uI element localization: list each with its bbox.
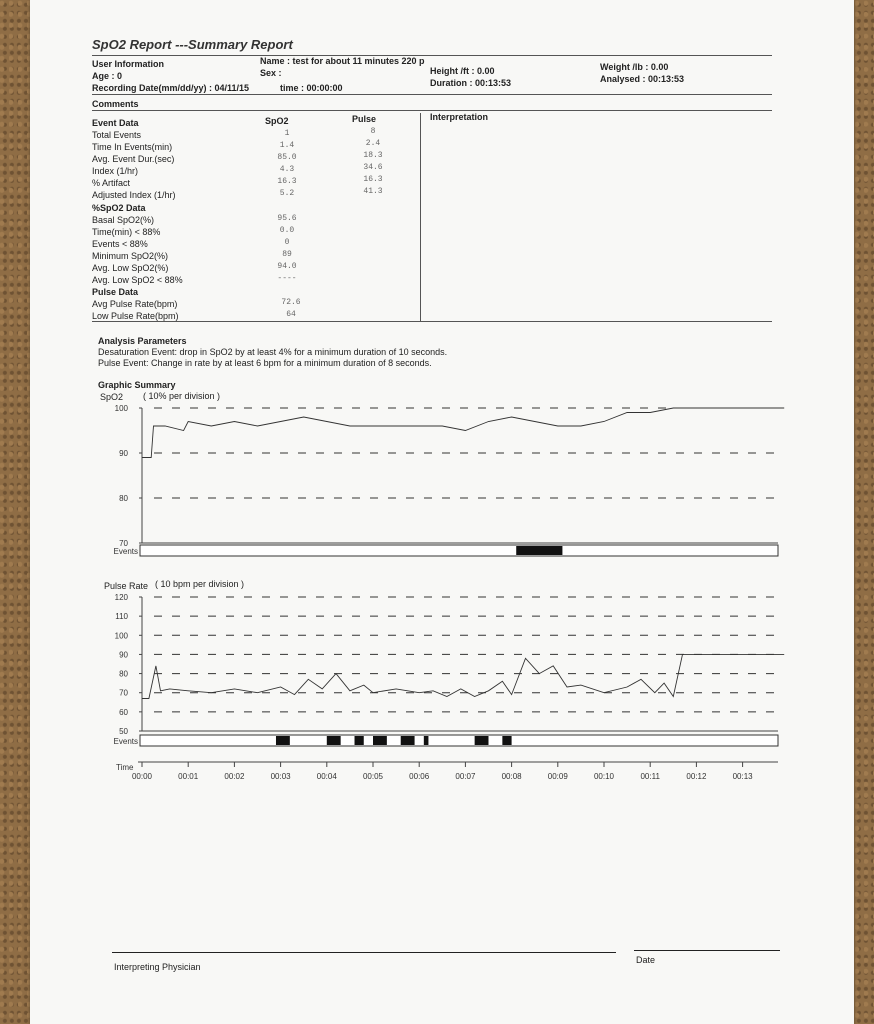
- row-spo2-value: 4.3: [279, 165, 295, 174]
- pulse-events-event-block: [355, 736, 364, 745]
- pulse-events-event-block: [327, 736, 341, 745]
- time-field: time : 00:00:00: [280, 83, 343, 93]
- pulse-tick-label: 60: [119, 707, 128, 717]
- pulse-chart: [115, 593, 785, 736]
- time-tick-label: 00:08: [501, 772, 522, 781]
- pulse-axis-label: Pulse Rate: [104, 581, 149, 591]
- row-label: Avg. Event Dur.(sec): [92, 154, 175, 164]
- row-value: 72.6: [281, 298, 301, 307]
- pulse-data-heading: Pulse Data: [92, 287, 139, 297]
- date-label: Date: [636, 955, 656, 965]
- pulse-tick-label: 90: [119, 650, 128, 660]
- spo2-data-heading: %SpO2 Data: [92, 203, 146, 213]
- row-spo2-value: 1: [284, 129, 290, 138]
- time-tick-label: 00:01: [178, 772, 199, 781]
- row-value: 64: [286, 310, 296, 319]
- time-tick-label: 00:12: [686, 772, 707, 781]
- user-info-label: User Information: [92, 59, 165, 69]
- analysed-field: Analysed : 00:13:53: [600, 74, 685, 84]
- time-tick-label: 00:04: [316, 772, 337, 781]
- time-tick-label: 00:13: [732, 772, 753, 781]
- spo2-tick-label: 70: [119, 539, 128, 548]
- row-spo2-value: 5.2: [279, 189, 295, 198]
- time-tick-label: 00:03: [270, 772, 291, 781]
- row-label: Total Events: [92, 130, 142, 140]
- spo2-events-frame: [140, 545, 778, 556]
- spo2-events-label: Events: [113, 547, 138, 556]
- row-label: Adjusted Index (1/hr): [92, 190, 176, 200]
- row-value: 0: [284, 238, 290, 247]
- row-label: Time In Events(min): [92, 142, 173, 152]
- pulse-event-param: Pulse Event: Change in rate by at least 6 bpm for a minimum duration of 8 seconds.: [98, 358, 432, 368]
- age-field: Age : 0: [92, 71, 123, 81]
- row-label: Minimum SpO2(%): [92, 251, 169, 261]
- row-pulse-value: 18.3: [363, 151, 383, 160]
- row-value: 89: [282, 250, 292, 259]
- date-signature-line: [634, 950, 780, 951]
- time-tick-label: 00:11: [640, 772, 660, 781]
- pulse-tick-label: 50: [119, 727, 128, 736]
- pulse-events-event-block: [424, 736, 429, 745]
- row-label: Index (1/hr): [92, 166, 139, 176]
- time-tick-label: 00:07: [455, 772, 476, 781]
- row-label: Low Pulse Rate(bpm): [92, 311, 179, 321]
- spo2-series-line: [142, 408, 784, 458]
- col-spo2-header: SpO2: [265, 116, 289, 126]
- spo2-axis-label: SpO2: [100, 392, 124, 402]
- event-data-heading: Event Data: [92, 118, 139, 128]
- time-tick-label: 00:00: [131, 772, 153, 781]
- recording-date-field: Recording Date(mm/dd/yy) : 04/11/15: [92, 83, 250, 93]
- pulse-division-label: ( 10 bpm per division ): [155, 579, 245, 589]
- row-value: ----: [277, 274, 297, 283]
- report-title: SpO2 Report ---Summary Report: [92, 37, 293, 52]
- pulse-events-event-block: [373, 736, 387, 745]
- row-spo2-value: 16.3: [277, 177, 297, 186]
- row-pulse-value: 2.4: [365, 139, 381, 148]
- row-spo2-value: 1.4: [279, 141, 295, 150]
- pulse-tick-label: 100: [114, 631, 128, 641]
- row-label: Time(min) < 88%: [92, 227, 161, 237]
- sex-field: Sex :: [260, 68, 282, 78]
- row-value: 94.0: [277, 262, 297, 271]
- pulse-events-label: Events: [113, 737, 138, 746]
- row-label: Events < 88%: [92, 239, 148, 249]
- time-tick-label: 00:05: [362, 772, 384, 781]
- pulse-tick-label: 110: [115, 612, 128, 622]
- time-tick-label: 00:09: [547, 772, 568, 781]
- duration-field: Duration : 00:13:53: [430, 78, 512, 88]
- row-label: Avg. Low SpO2(%): [92, 263, 169, 273]
- row-value: 95.6: [277, 214, 297, 223]
- time-tick-label: 00:06: [409, 772, 430, 781]
- comments-label: Comments: [92, 99, 139, 109]
- row-label: Avg. Low SpO2 < 88%: [92, 275, 183, 285]
- spo2-tick-label: 100: [114, 404, 128, 413]
- report-sheet: [30, 0, 854, 1024]
- row-label: Basal SpO2(%): [92, 215, 155, 225]
- physician-label: Interpreting Physician: [114, 962, 201, 972]
- pulse-events-event-block: [276, 736, 290, 745]
- row-pulse-value: 8: [370, 127, 376, 136]
- spo2-division-label: ( 10% per division ): [143, 391, 221, 401]
- weight-field: Weight /lb : 0.00: [600, 62, 669, 72]
- row-pulse-value: 41.3: [363, 187, 383, 196]
- row-pulse-value: 16.3: [363, 175, 383, 184]
- col-pulse-header: Pulse: [352, 114, 377, 124]
- pulse-tick-label: 120: [114, 593, 128, 602]
- time-tick-label: 00:02: [224, 772, 245, 781]
- name-field: Name : test for about 11 minutes 220 p: [260, 56, 425, 66]
- desat-param: Desaturation Event: drop in SpO2 by at least 4% for a minimum duration of 10 seconds.: [98, 347, 448, 357]
- analysis-heading: Analysis Parameters: [98, 336, 187, 346]
- pulse-tick-label: 80: [119, 669, 128, 679]
- spo2-events-bar: [114, 545, 778, 556]
- row-value: 0.0: [279, 226, 295, 235]
- spo2-events-event-block: [516, 546, 562, 555]
- row-pulse-value: 34.6: [363, 163, 383, 172]
- row-label: Avg Pulse Rate(bpm): [92, 299, 178, 309]
- pulse-series-line: [142, 654, 784, 698]
- pulse-events-event-block: [502, 736, 511, 745]
- spo2-tick-label: 90: [119, 449, 128, 458]
- physician-signature-line: [112, 952, 616, 953]
- pulse-events-bar: [114, 735, 778, 746]
- row-label: % Artifact: [92, 178, 131, 188]
- spo2-tick-label: 80: [119, 494, 128, 503]
- pulse-tick-label: 70: [119, 688, 128, 698]
- pulse-events-frame: [140, 735, 778, 746]
- pulse-events-event-block: [475, 736, 489, 745]
- graphic-summary-svg: [30, 0, 854, 1024]
- time-axis: [116, 762, 778, 781]
- time-tick-label: 00:10: [593, 772, 615, 781]
- graphic-heading: Graphic Summary: [98, 380, 176, 390]
- time-axis-label: Time: [116, 763, 134, 772]
- height-field: Height /ft : 0.00: [430, 66, 495, 76]
- pulse-events-event-block: [401, 736, 415, 745]
- interpretation-heading: Interpretation: [430, 112, 489, 122]
- row-spo2-value: 85.0: [277, 153, 297, 162]
- spo2-chart: [115, 404, 785, 548]
